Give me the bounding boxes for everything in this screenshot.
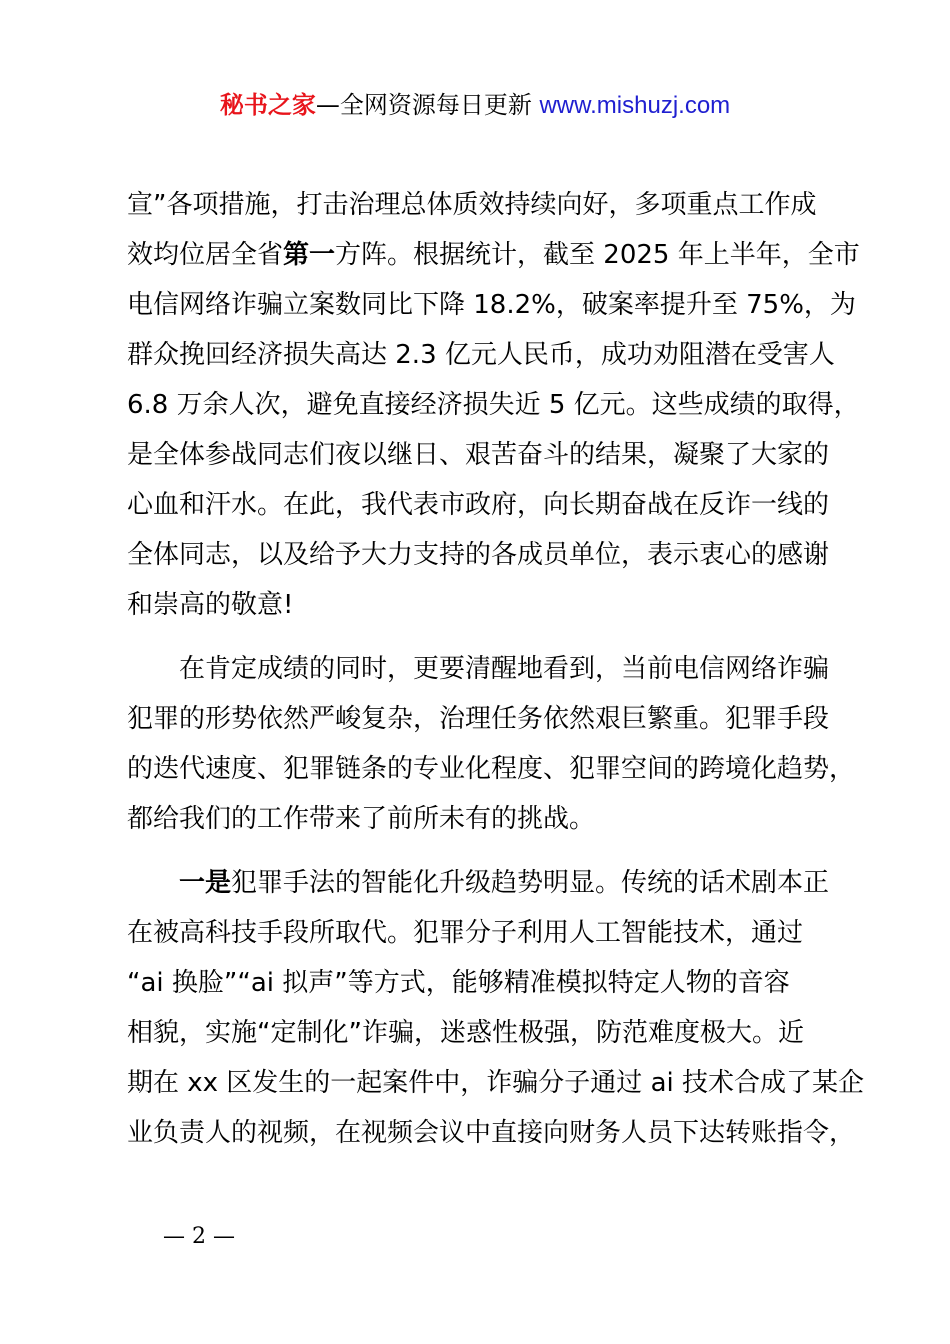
text-line: 群众挽回经济损失高达 2.3 亿元人民币，成功劝阻潜在受害人: [127, 340, 835, 370]
point-lead: 一是: [179, 868, 232, 898]
text-line: 相貌，实施“定制化”诈骗，迷惑性极强，防范难度极大。近: [127, 1018, 804, 1048]
page-number: — 2 —: [163, 1224, 235, 1249]
site-url[interactable]: www.mishuzj.com: [539, 92, 731, 119]
text-segment: 犯罪手法的智能化升级趋势明显。传统的话术剧本正: [231, 868, 830, 898]
text-line: [127, 230, 860, 280]
text-segment: 效均位居全省: [127, 240, 284, 270]
text-line: 都给我们的工作带来了前所未有的挑战。: [127, 804, 596, 834]
text-line: 心血和汗水。在此，我代表市政府，向长期奋战在反诈一线的: [127, 490, 830, 520]
paragraph-challenges: [127, 644, 856, 844]
emphasis-text: 第一: [283, 240, 336, 270]
text-line: “ai 换脸”“ai 拟声”等方式，能够精准模拟特定人物的音容: [127, 968, 790, 998]
text-line: 是全体参战同志们夜以继日、艰苦奋斗的结果，凝聚了大家的: [127, 440, 830, 470]
paragraph-gap: [127, 844, 833, 858]
text-line: 宣”各项措施，打击治理总体质效持续向好，多项重点工作成: [127, 190, 817, 220]
brand-name: 秘书之家: [219, 91, 316, 119]
site-header: [0, 88, 950, 123]
header-slogan: —全网资源每日更新: [315, 91, 540, 119]
text-line: 业负责人的视频，在视频会议中直接向财务人员下达转账指令，: [127, 1118, 856, 1148]
text-line: 在被高科技手段所取代。犯罪分子利用人工智能技术，通过: [127, 918, 804, 948]
text-line: 的迭代速度、犯罪链条的专业化程度、犯罪空间的跨境化趋势，: [127, 754, 856, 784]
text-line: 期在 xx 区发生的一起案件中，诈骗分子通过 ai 技术合成了某企: [127, 1068, 864, 1098]
text-line: 6.8 万余人次，避免直接经济损失近 5 亿元。这些成绩的取得，: [127, 390, 860, 420]
paragraph-point-one: [127, 858, 864, 1158]
paragraph-achievements: [127, 180, 860, 630]
text-line: 全体同志，以及给予大力支持的各成员单位，表示衷心的感谢: [127, 540, 830, 570]
text-line: 电信网络诈骗立案数同比下降 18.2%，破案率提升至 75%，为: [127, 290, 856, 320]
text-segment: 方阵。根据统计，截至 2025 年上半年，全市: [335, 240, 860, 270]
text-line: [127, 858, 833, 908]
paragraph-gap: [127, 630, 833, 644]
text-line: 和崇高的敬意!: [127, 590, 294, 620]
text-line: 犯罪的形势依然严峻复杂，治理任务依然艰巨繁重。犯罪手段: [127, 704, 830, 734]
text-line: 在肯定成绩的同时，更要清醒地看到，当前电信网络诈骗: [179, 654, 830, 684]
document-body: [127, 180, 864, 1158]
